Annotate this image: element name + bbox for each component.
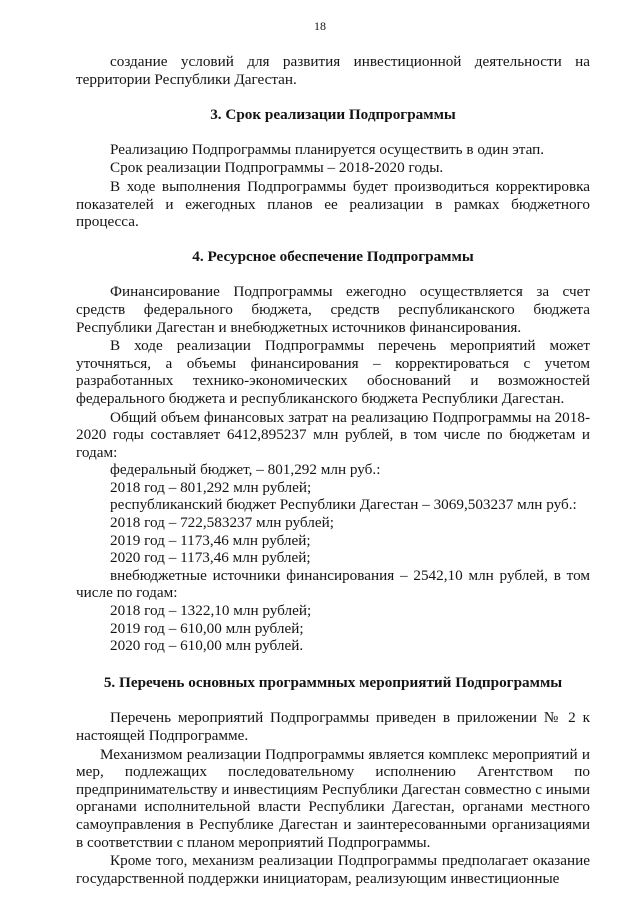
section-5-heading: 5. Перечень основных программных мероприятий Подпрограммы	[103, 673, 563, 691]
budget-line: 2019 год – 1173,46 млн рублей;	[110, 531, 311, 549]
budget-line: республиканский бюджет Республики Дагестан – 3069,503237 млн руб.:	[110, 496, 577, 514]
section-5-paragraph-1: Перечень мероприятий Подпрограммы приведен в приложении № 2 к настоящей Подпрограмме.	[76, 709, 590, 744]
section-5-paragraph-3: Кроме того, механизм реализации Подпрограммы предполагает оказание государственной поддержки инициаторам, реализующим инвестиционные	[76, 852, 590, 887]
budget-line: 2018 год – 1322,10 млн рублей;	[110, 602, 312, 620]
section-4-paragraph-3: Общий объем финансовых затрат на реализацию Подпрограммы на 2018-2020 годы составляет 6412,895237 млн рублей, в том числе по бюджетам и годам:	[76, 408, 590, 461]
page-number: 18	[314, 19, 326, 33]
section-5-paragraph-2: Механизмом реализации Подпрограммы является комплекс мероприятий и мер, подлежащих последовательному исполнению Агентством по предпринимательству и инвестициям Республики Дагестан совместно с иными органами исполнительной власти Республики Дагестан, органами местного самоуправления в Республике Дагестан и заинтересованными организациями в соответствии с планом мероприятий Подпрограммы.	[76, 745, 590, 851]
section-3-paragraph-1: Реализацию Подпрограммы планируется осуществить в один этап.	[110, 140, 545, 158]
budget-line: федеральный бюджет, – 801,292 млн руб.:	[110, 461, 381, 479]
section-3-heading: 3. Срок реализации Подпрограммы	[210, 106, 456, 124]
budget-line: 2020 год – 1173,46 млн рублей;	[110, 549, 311, 567]
extra-budget-paragraph: внебюджетные источники финансирования – 2542,10 млн рублей, в том числе по годам:	[76, 566, 590, 602]
budget-line: 2020 год – 610,00 млн рублей.	[110, 637, 304, 655]
intro-paragraph: создание условий для развития инвестиционной деятельности на территории Республики Дагестан.	[76, 53, 590, 88]
budget-line: 2018 год – 722,583237 млн рублей;	[110, 514, 334, 532]
section-4-paragraph-2: В ходе реализации Подпрограммы перечень мероприятий может уточняться, а объемы финансирования – корректироваться с учетом разработанных технико-экономических обоснований и возможностей федерального бюджета и республиканского бюджета Республики Дагестан.	[76, 337, 590, 407]
section-3-paragraph-2: Срок реализации Подпрограммы – 2018-2020 годы.	[110, 159, 444, 177]
document-body	[76, 53, 590, 887]
section-4-paragraph-1: Финансирование Подпрограммы ежегодно осуществляется за счет средств федерального бюджета, средств республиканского бюджета Республики Дагестан и внебюджетных источников финансирования.	[76, 283, 590, 336]
budget-line: 2019 год – 610,00 млн рублей;	[110, 619, 304, 637]
section-3-paragraph-3: В ходе выполнения Подпрограммы будет производиться корректировка показателей и ежегодных планов ее реализации в рамках бюджетного процесса.	[76, 177, 590, 231]
budget-line: 2018 год – 801,292 млн рублей;	[110, 478, 312, 496]
section-4-heading: 4. Ресурсное обеспечение Подпрограммы	[192, 247, 474, 265]
